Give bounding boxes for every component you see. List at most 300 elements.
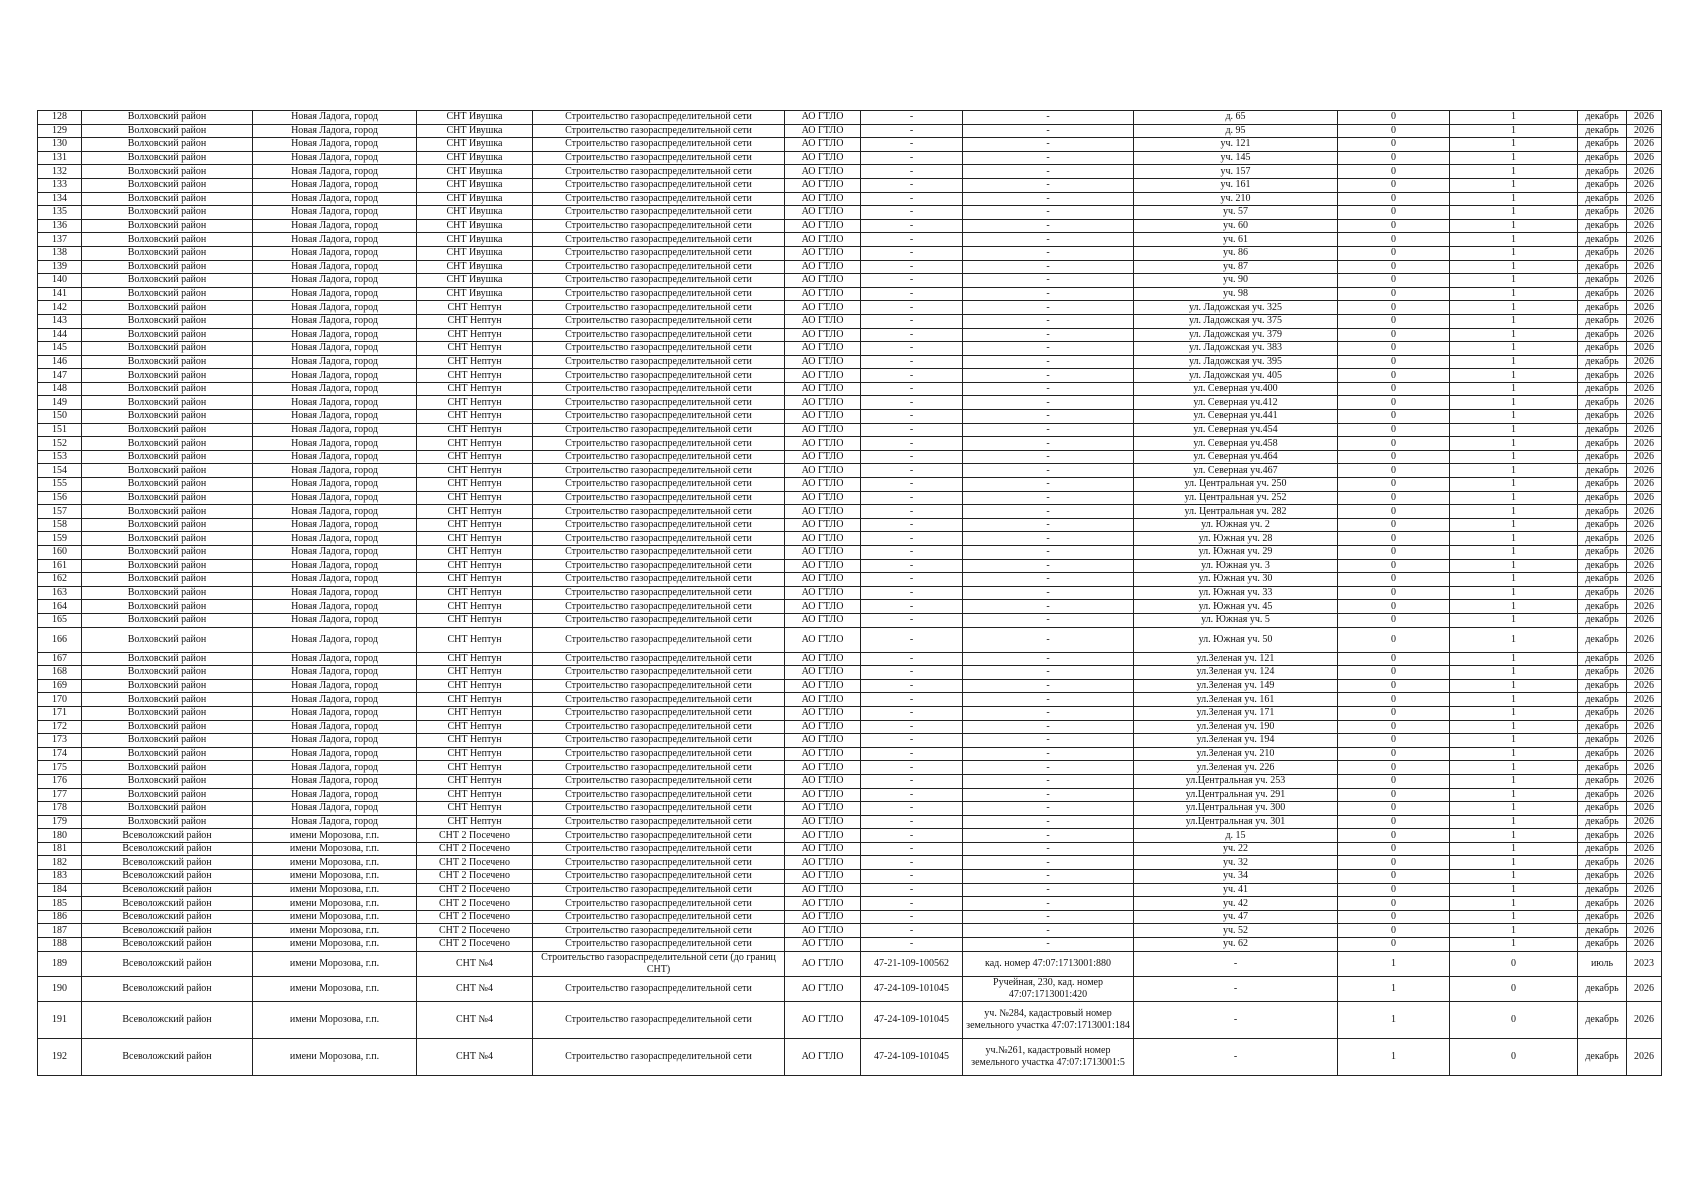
table-row	[38, 586, 1662, 600]
permit-number-cell: -	[861, 546, 963, 560]
organization-cell: АО ГТЛО	[785, 464, 861, 478]
value-2-cell: 1	[1450, 464, 1578, 478]
value-1-cell: 0	[1338, 734, 1450, 748]
permit-number-cell: -	[861, 382, 963, 396]
snt-cell: СНТ Нептун	[417, 559, 533, 573]
value-1-cell: 0	[1338, 355, 1450, 369]
value-2-cell: 1	[1450, 382, 1578, 396]
district-cell: Волховский район	[82, 192, 253, 206]
district-cell: Волховский район	[82, 747, 253, 761]
organization-cell: АО ГТЛО	[785, 532, 861, 546]
address-cell: ул. Южная уч. 33	[1134, 586, 1338, 600]
month-cell: декабрь	[1578, 679, 1627, 693]
value-1-cell: 0	[1338, 274, 1450, 288]
settlement-cell: имени Морозова, г.п.	[253, 1001, 417, 1038]
district-cell: Волховский район	[82, 423, 253, 437]
organization-cell: АО ГТЛО	[785, 192, 861, 206]
year-cell: 2026	[1627, 314, 1662, 328]
district-cell: Волховский район	[82, 774, 253, 788]
cadastral-cell: -	[963, 274, 1134, 288]
permit-number-cell: -	[861, 559, 963, 573]
address-cell: ул. Ладожская уч. 395	[1134, 355, 1338, 369]
organization-cell: АО ГТЛО	[785, 938, 861, 952]
value-2-cell: 1	[1450, 423, 1578, 437]
district-cell: Волховский район	[82, 815, 253, 829]
year-cell: 2026	[1627, 706, 1662, 720]
cadastral-cell: -	[963, 124, 1134, 138]
cadastral-cell: Ручейная, 230, кад. номер 47:07:1713001:420	[963, 976, 1134, 1001]
snt-cell: СНТ Нептун	[417, 518, 533, 532]
cadastral-cell: -	[963, 382, 1134, 396]
address-cell: уч. 157	[1134, 165, 1338, 179]
permit-number-cell: -	[861, 788, 963, 802]
row-number: 189	[38, 951, 82, 976]
table-row	[38, 679, 1662, 693]
organization-cell: АО ГТЛО	[785, 829, 861, 843]
settlement-cell: имени Морозова, г.п.	[253, 976, 417, 1001]
permit-number-cell: -	[861, 897, 963, 911]
value-2-cell: 1	[1450, 260, 1578, 274]
work-type-cell: Строительство газораспределительной сети	[533, 355, 785, 369]
organization-cell: АО ГТЛО	[785, 450, 861, 464]
work-type-cell: Строительство газораспределительной сети	[533, 518, 785, 532]
snt-cell: СНТ Нептун	[417, 396, 533, 410]
address-cell: д. 65	[1134, 111, 1338, 125]
work-type-cell: Строительство газораспределительной сети	[533, 1001, 785, 1038]
table-row	[38, 396, 1662, 410]
settlement-cell: Новая Ладога, город	[253, 559, 417, 573]
value-2-cell: 1	[1450, 883, 1578, 897]
cadastral-cell: -	[963, 706, 1134, 720]
permit-number-cell: -	[861, 206, 963, 220]
settlement-cell: Новая Ладога, город	[253, 586, 417, 600]
organization-cell: АО ГТЛО	[785, 546, 861, 560]
organization-cell: АО ГТЛО	[785, 111, 861, 125]
work-type-cell: Строительство газораспределительной сети	[533, 478, 785, 492]
month-cell: декабрь	[1578, 734, 1627, 748]
settlement-cell: Новая Ладога, город	[253, 192, 417, 206]
row-number: 132	[38, 165, 82, 179]
month-cell: декабрь	[1578, 478, 1627, 492]
cadastral-cell: -	[963, 693, 1134, 707]
settlement-cell: Новая Ладога, город	[253, 246, 417, 260]
permit-number-cell: -	[861, 192, 963, 206]
district-cell: Волховский район	[82, 788, 253, 802]
value-2-cell: 1	[1450, 246, 1578, 260]
value-2-cell: 1	[1450, 613, 1578, 627]
work-type-cell: Строительство газораспределительной сети	[533, 774, 785, 788]
row-number: 154	[38, 464, 82, 478]
year-cell: 2026	[1627, 747, 1662, 761]
snt-cell: СНТ Нептун	[417, 720, 533, 734]
year-cell: 2026	[1627, 206, 1662, 220]
value-1-cell: 0	[1338, 586, 1450, 600]
year-cell: 2026	[1627, 192, 1662, 206]
district-cell: Волховский район	[82, 328, 253, 342]
permit-number-cell: -	[861, 178, 963, 192]
row-number: 151	[38, 423, 82, 437]
settlement-cell: Новая Ладога, город	[253, 815, 417, 829]
address-cell: уч. 41	[1134, 883, 1338, 897]
row-number: 148	[38, 382, 82, 396]
year-cell: 2026	[1627, 573, 1662, 587]
value-2-cell: 1	[1450, 856, 1578, 870]
snt-cell: СНТ Ивушка	[417, 138, 533, 152]
snt-cell: СНТ №4	[417, 951, 533, 976]
row-number: 164	[38, 600, 82, 614]
cadastral-cell: -	[963, 546, 1134, 560]
value-2-cell: 1	[1450, 559, 1578, 573]
snt-cell: СНТ Нептун	[417, 679, 533, 693]
table-row	[38, 287, 1662, 301]
table-row	[38, 192, 1662, 206]
row-number: 181	[38, 842, 82, 856]
cadastral-cell: -	[963, 774, 1134, 788]
district-cell: Волховский район	[82, 165, 253, 179]
address-cell: ул.Зеленая уч. 149	[1134, 679, 1338, 693]
address-cell: уч. 62	[1134, 938, 1338, 952]
cadastral-cell: -	[963, 246, 1134, 260]
snt-cell: СНТ Нептун	[417, 693, 533, 707]
organization-cell: АО ГТЛО	[785, 1038, 861, 1075]
table-row	[38, 1001, 1662, 1038]
district-cell: Волховский район	[82, 491, 253, 505]
work-type-cell: Строительство газораспределительной сети	[533, 870, 785, 884]
address-cell: уч. 34	[1134, 870, 1338, 884]
address-cell: ул. Ладожская уч. 383	[1134, 342, 1338, 356]
permit-number-cell: -	[861, 706, 963, 720]
address-cell: ул. Центральная уч. 250	[1134, 478, 1338, 492]
snt-cell: СНТ Ивушка	[417, 274, 533, 288]
settlement-cell: Новая Ладога, город	[253, 706, 417, 720]
district-cell: Волховский район	[82, 573, 253, 587]
cadastral-cell: -	[963, 450, 1134, 464]
value-1-cell: 0	[1338, 111, 1450, 125]
row-number: 180	[38, 829, 82, 843]
table-row	[38, 613, 1662, 627]
snt-cell: СНТ 2 Посечено	[417, 829, 533, 843]
year-cell: 2026	[1627, 870, 1662, 884]
month-cell: декабрь	[1578, 410, 1627, 424]
settlement-cell: Новая Ладога, город	[253, 464, 417, 478]
address-cell: ул. Южная уч. 3	[1134, 559, 1338, 573]
month-cell: июль	[1578, 951, 1627, 976]
organization-cell: АО ГТЛО	[785, 951, 861, 976]
address-cell: уч. 90	[1134, 274, 1338, 288]
value-2-cell: 1	[1450, 314, 1578, 328]
permit-number-cell: -	[861, 260, 963, 274]
settlement-cell: Новая Ладога, город	[253, 355, 417, 369]
month-cell: декабрь	[1578, 1001, 1627, 1038]
district-cell: Волховский район	[82, 274, 253, 288]
work-type-cell: Строительство газораспределительной сети	[533, 883, 785, 897]
value-1-cell: 0	[1338, 301, 1450, 315]
snt-cell: СНТ №4	[417, 976, 533, 1001]
month-cell: декабрь	[1578, 693, 1627, 707]
settlement-cell: Новая Ладога, город	[253, 573, 417, 587]
district-cell: Всеволожский район	[82, 883, 253, 897]
month-cell: декабрь	[1578, 870, 1627, 884]
district-cell: Волховский район	[82, 706, 253, 720]
row-number: 158	[38, 518, 82, 532]
work-type-cell: Строительство газораспределительной сети	[533, 437, 785, 451]
cadastral-cell: -	[963, 600, 1134, 614]
settlement-cell: Новая Ладога, город	[253, 518, 417, 532]
work-type-cell: Строительство газораспределительной сети	[533, 328, 785, 342]
address-cell: уч. 32	[1134, 856, 1338, 870]
cadastral-cell: уч. №284, кадастровый номер земельного участка 47:07:1713001:184	[963, 1001, 1134, 1038]
value-1-cell: 0	[1338, 165, 1450, 179]
value-2-cell: 1	[1450, 342, 1578, 356]
document-page	[37, 110, 1661, 1076]
month-cell: декабрь	[1578, 627, 1627, 652]
value-2-cell: 1	[1450, 396, 1578, 410]
address-cell: -	[1134, 1001, 1338, 1038]
value-1-cell: 0	[1338, 829, 1450, 843]
settlement-cell: Новая Ладога, город	[253, 274, 417, 288]
organization-cell: АО ГТЛО	[785, 396, 861, 410]
month-cell: декабрь	[1578, 192, 1627, 206]
month-cell: декабрь	[1578, 788, 1627, 802]
work-type-cell: Строительство газораспределительной сети	[533, 720, 785, 734]
row-number: 145	[38, 342, 82, 356]
address-cell: уч. 57	[1134, 206, 1338, 220]
permit-number-cell: -	[861, 802, 963, 816]
month-cell: декабрь	[1578, 829, 1627, 843]
value-1-cell: 0	[1338, 720, 1450, 734]
row-number: 176	[38, 774, 82, 788]
district-cell: Волховский район	[82, 301, 253, 315]
work-type-cell: Строительство газораспределительной сети	[533, 693, 785, 707]
settlement-cell: Новая Ладога, город	[253, 613, 417, 627]
value-2-cell: 1	[1450, 815, 1578, 829]
address-cell: ул. Северная уч.400	[1134, 382, 1338, 396]
value-1-cell: 0	[1338, 559, 1450, 573]
month-cell: декабрь	[1578, 815, 1627, 829]
year-cell: 2026	[1627, 437, 1662, 451]
value-2-cell: 1	[1450, 666, 1578, 680]
table-row	[38, 165, 1662, 179]
value-1-cell: 0	[1338, 600, 1450, 614]
cadastral-cell: -	[963, 842, 1134, 856]
year-cell: 2026	[1627, 788, 1662, 802]
cadastral-cell: кад. номер 47:07:1713001:880	[963, 951, 1134, 976]
organization-cell: АО ГТЛО	[785, 774, 861, 788]
address-cell: уч. 98	[1134, 287, 1338, 301]
month-cell: декабрь	[1578, 260, 1627, 274]
organization-cell: АО ГТЛО	[785, 842, 861, 856]
organization-cell: АО ГТЛО	[785, 178, 861, 192]
month-cell: декабрь	[1578, 774, 1627, 788]
work-type-cell: Строительство газораспределительной сети	[533, 219, 785, 233]
cadastral-cell: -	[963, 328, 1134, 342]
value-1-cell: 0	[1338, 464, 1450, 478]
settlement-cell: Новая Ладога, город	[253, 788, 417, 802]
row-number: 138	[38, 246, 82, 260]
settlement-cell: Новая Ладога, город	[253, 652, 417, 666]
cadastral-cell: -	[963, 883, 1134, 897]
permit-number-cell: -	[861, 842, 963, 856]
table-row	[38, 206, 1662, 220]
permit-number-cell: -	[861, 355, 963, 369]
cadastral-cell: -	[963, 423, 1134, 437]
address-cell: ул.Центральная уч. 291	[1134, 788, 1338, 802]
settlement-cell: Новая Ладога, город	[253, 600, 417, 614]
value-2-cell: 1	[1450, 747, 1578, 761]
settlement-cell: Новая Ладога, город	[253, 111, 417, 125]
table-row	[38, 505, 1662, 519]
settlement-cell: Новая Ладога, город	[253, 423, 417, 437]
value-1-cell: 0	[1338, 260, 1450, 274]
snt-cell: СНТ Нептун	[417, 788, 533, 802]
value-1-cell: 0	[1338, 842, 1450, 856]
settlement-cell: Новая Ладога, город	[253, 138, 417, 152]
value-1-cell: 1	[1338, 1038, 1450, 1075]
value-1-cell: 0	[1338, 478, 1450, 492]
value-1-cell: 0	[1338, 924, 1450, 938]
district-cell: Волховский район	[82, 450, 253, 464]
snt-cell: СНТ Нептун	[417, 423, 533, 437]
snt-cell: СНТ Ивушка	[417, 165, 533, 179]
month-cell: декабрь	[1578, 802, 1627, 816]
table-row	[38, 910, 1662, 924]
cadastral-cell: -	[963, 178, 1134, 192]
year-cell: 2026	[1627, 505, 1662, 519]
table-row	[38, 450, 1662, 464]
row-number: 165	[38, 613, 82, 627]
row-number: 157	[38, 505, 82, 519]
value-1-cell: 0	[1338, 328, 1450, 342]
year-cell: 2026	[1627, 246, 1662, 260]
work-type-cell: Строительство газораспределительной сети	[533, 856, 785, 870]
cadastral-cell: -	[963, 206, 1134, 220]
work-type-cell: Строительство газораспределительной сети	[533, 613, 785, 627]
table-row	[38, 870, 1662, 884]
address-cell: -	[1134, 1038, 1338, 1075]
work-type-cell: Строительство газораспределительной сети	[533, 586, 785, 600]
year-cell: 2026	[1627, 666, 1662, 680]
value-1-cell: 0	[1338, 423, 1450, 437]
work-type-cell: Строительство газораспределительной сети	[533, 842, 785, 856]
settlement-cell: Новая Ладога, город	[253, 505, 417, 519]
month-cell: декабрь	[1578, 314, 1627, 328]
settlement-cell: имени Морозова, г.п.	[253, 870, 417, 884]
row-number: 153	[38, 450, 82, 464]
row-number: 130	[38, 138, 82, 152]
cadastral-cell: -	[963, 586, 1134, 600]
value-2-cell: 1	[1450, 546, 1578, 560]
year-cell: 2023	[1627, 951, 1662, 976]
settlement-cell: имени Морозова, г.п.	[253, 842, 417, 856]
organization-cell: АО ГТЛО	[785, 1001, 861, 1038]
value-2-cell: 0	[1450, 1001, 1578, 1038]
address-cell: д. 15	[1134, 829, 1338, 843]
value-2-cell: 1	[1450, 573, 1578, 587]
work-type-cell: Строительство газораспределительной сети	[533, 206, 785, 220]
value-1-cell: 0	[1338, 802, 1450, 816]
table-row	[38, 842, 1662, 856]
organization-cell: АО ГТЛО	[785, 505, 861, 519]
cadastral-cell: -	[963, 788, 1134, 802]
address-cell: ул. Северная уч.464	[1134, 450, 1338, 464]
value-1-cell: 0	[1338, 815, 1450, 829]
year-cell: 2026	[1627, 802, 1662, 816]
month-cell: декабрь	[1578, 1038, 1627, 1075]
cadastral-cell: -	[963, 505, 1134, 519]
month-cell: декабрь	[1578, 219, 1627, 233]
district-cell: Всеволожский район	[82, 951, 253, 976]
settlement-cell: Новая Ладога, город	[253, 450, 417, 464]
table-row	[38, 491, 1662, 505]
work-type-cell: Строительство газораспределительной сети	[533, 938, 785, 952]
district-cell: Всеволожский район	[82, 842, 253, 856]
year-cell: 2026	[1627, 450, 1662, 464]
permit-number-cell: -	[861, 856, 963, 870]
address-cell: ул.Зеленая уч. 190	[1134, 720, 1338, 734]
district-cell: Волховский район	[82, 382, 253, 396]
snt-cell: СНТ Ивушка	[417, 246, 533, 260]
value-2-cell: 1	[1450, 287, 1578, 301]
value-2-cell: 1	[1450, 151, 1578, 165]
organization-cell: АО ГТЛО	[785, 219, 861, 233]
settlement-cell: Новая Ладога, город	[253, 396, 417, 410]
year-cell: 2026	[1627, 693, 1662, 707]
value-1-cell: 1	[1338, 1001, 1450, 1038]
row-number: 146	[38, 355, 82, 369]
cadastral-cell: -	[963, 924, 1134, 938]
year-cell: 2026	[1627, 138, 1662, 152]
work-type-cell: Строительство газораспределительной сети	[533, 233, 785, 247]
cadastral-cell: -	[963, 369, 1134, 383]
value-2-cell: 1	[1450, 355, 1578, 369]
work-type-cell: Строительство газораспределительной сети	[533, 910, 785, 924]
settlement-cell: Новая Ладога, город	[253, 761, 417, 775]
row-number: 191	[38, 1001, 82, 1038]
cadastral-cell: -	[963, 559, 1134, 573]
value-1-cell: 0	[1338, 437, 1450, 451]
year-cell: 2026	[1627, 1038, 1662, 1075]
year-cell: 2026	[1627, 478, 1662, 492]
district-cell: Волховский район	[82, 396, 253, 410]
month-cell: декабрь	[1578, 165, 1627, 179]
settlement-cell: Новая Ладога, город	[253, 124, 417, 138]
cadastral-cell: -	[963, 870, 1134, 884]
value-2-cell: 1	[1450, 505, 1578, 519]
month-cell: декабрь	[1578, 287, 1627, 301]
month-cell: декабрь	[1578, 897, 1627, 911]
settlement-cell: Новая Ладога, город	[253, 627, 417, 652]
cadastral-cell: -	[963, 573, 1134, 587]
year-cell: 2026	[1627, 774, 1662, 788]
table-row	[38, 815, 1662, 829]
permit-number-cell: 47-24-109-101045	[861, 1001, 963, 1038]
address-cell: уч. 145	[1134, 151, 1338, 165]
value-1-cell: 0	[1338, 450, 1450, 464]
address-cell: ул. Ладожская уч. 405	[1134, 369, 1338, 383]
settlement-cell: Новая Ладога, город	[253, 720, 417, 734]
permit-number-cell: -	[861, 464, 963, 478]
month-cell: декабрь	[1578, 464, 1627, 478]
organization-cell: АО ГТЛО	[785, 761, 861, 775]
district-cell: Волховский район	[82, 627, 253, 652]
row-number: 187	[38, 924, 82, 938]
row-number: 168	[38, 666, 82, 680]
permit-number-cell: -	[861, 233, 963, 247]
row-number: 156	[38, 491, 82, 505]
work-type-cell: Строительство газораспределительной сети	[533, 124, 785, 138]
snt-cell: СНТ 2 Посечено	[417, 897, 533, 911]
work-type-cell: Строительство газораспределительной сети	[533, 666, 785, 680]
